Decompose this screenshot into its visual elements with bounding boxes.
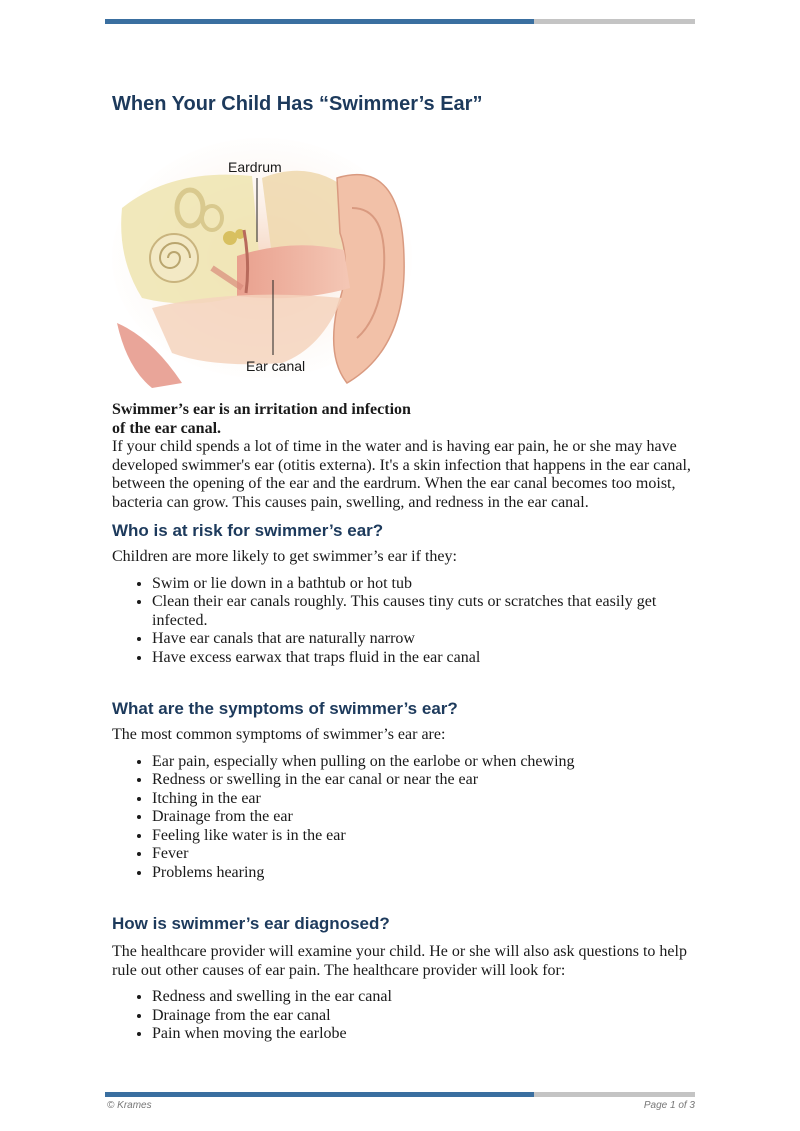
list-item: • Clean their ear canals roughly. This causes tiny cuts or scratches that easily get infected. bbox=[152, 593, 694, 630]
list-item: • Drainage from the ear bbox=[152, 808, 694, 827]
lead-statement: Swimmer’s ear is an irritation and infection of the ear canal. bbox=[112, 401, 411, 437]
article-body bbox=[112, 401, 694, 1044]
eardrum-label: Eardrum bbox=[228, 159, 282, 175]
list-item: • Pain when moving the earlobe bbox=[152, 1025, 694, 1044]
diagnosis-heading: How is swimmer’s ear diagnosed? bbox=[112, 914, 390, 933]
list-item: • Itching in the ear bbox=[152, 790, 694, 809]
risk-heading: Who is at risk for swimmer’s ear? bbox=[112, 521, 384, 540]
list-item: • Ear pain, especially when pulling on the earlobe or when chewing bbox=[152, 753, 694, 772]
page-number: Page 1 of 3 bbox=[643, 1100, 695, 1111]
copyright: © Krames bbox=[107, 1100, 152, 1111]
diagnosis-list bbox=[112, 988, 694, 1044]
risk-intro: Children are more likely to get swimmer’s ear if they: bbox=[112, 548, 457, 565]
symptoms-heading: What are the symptoms of swimmer’s ear? bbox=[112, 699, 458, 718]
list-item: • Have excess earwax that traps fluid in the ear canal bbox=[152, 649, 694, 668]
ear-canal-label: Ear canal bbox=[246, 358, 306, 374]
footer-rule bbox=[105, 1092, 695, 1097]
list-item: • Redness and swelling in the ear canal bbox=[152, 988, 694, 1007]
list-item: • Feeling like water is in the ear bbox=[152, 827, 694, 846]
list-item: • Redness or swelling in the ear canal or near the ear bbox=[152, 771, 694, 790]
list-item: • Have ear canals that are naturally narrow bbox=[152, 630, 694, 649]
symptoms-list bbox=[112, 753, 694, 883]
risk-list bbox=[112, 575, 694, 668]
header-rule bbox=[105, 19, 695, 24]
ear-anatomy-illustration bbox=[112, 138, 412, 390]
list-item: • Drainage from the ear canal bbox=[152, 1007, 694, 1026]
list-item: • Fever bbox=[152, 845, 694, 864]
intro-paragraph: If your child spends a lot of time in the water and is having ear pain, he or she may have developed swimmer's ear (otitis externa). It's a skin infection that happens in the ear canal, between the opening of the ear and the eardrum. When the ear canal becomes too moist, bacteria can grow. This causes pain, swelling, and redness in the ear canal. bbox=[112, 438, 691, 511]
list-item: • Problems hearing bbox=[152, 864, 694, 883]
page-title: When Your Child Has “Swimmer’s Ear” bbox=[112, 93, 483, 115]
list-item: • Swim or lie down in a bathtub or hot tub bbox=[152, 575, 694, 594]
symptoms-intro: The most common symptoms of swimmer’s ear are: bbox=[112, 726, 446, 743]
diagnosis-intro: The healthcare provider will examine your child. He or she will also ask questions to help rule out other causes of ear pain. The healthcare provider will look for: bbox=[112, 943, 687, 979]
